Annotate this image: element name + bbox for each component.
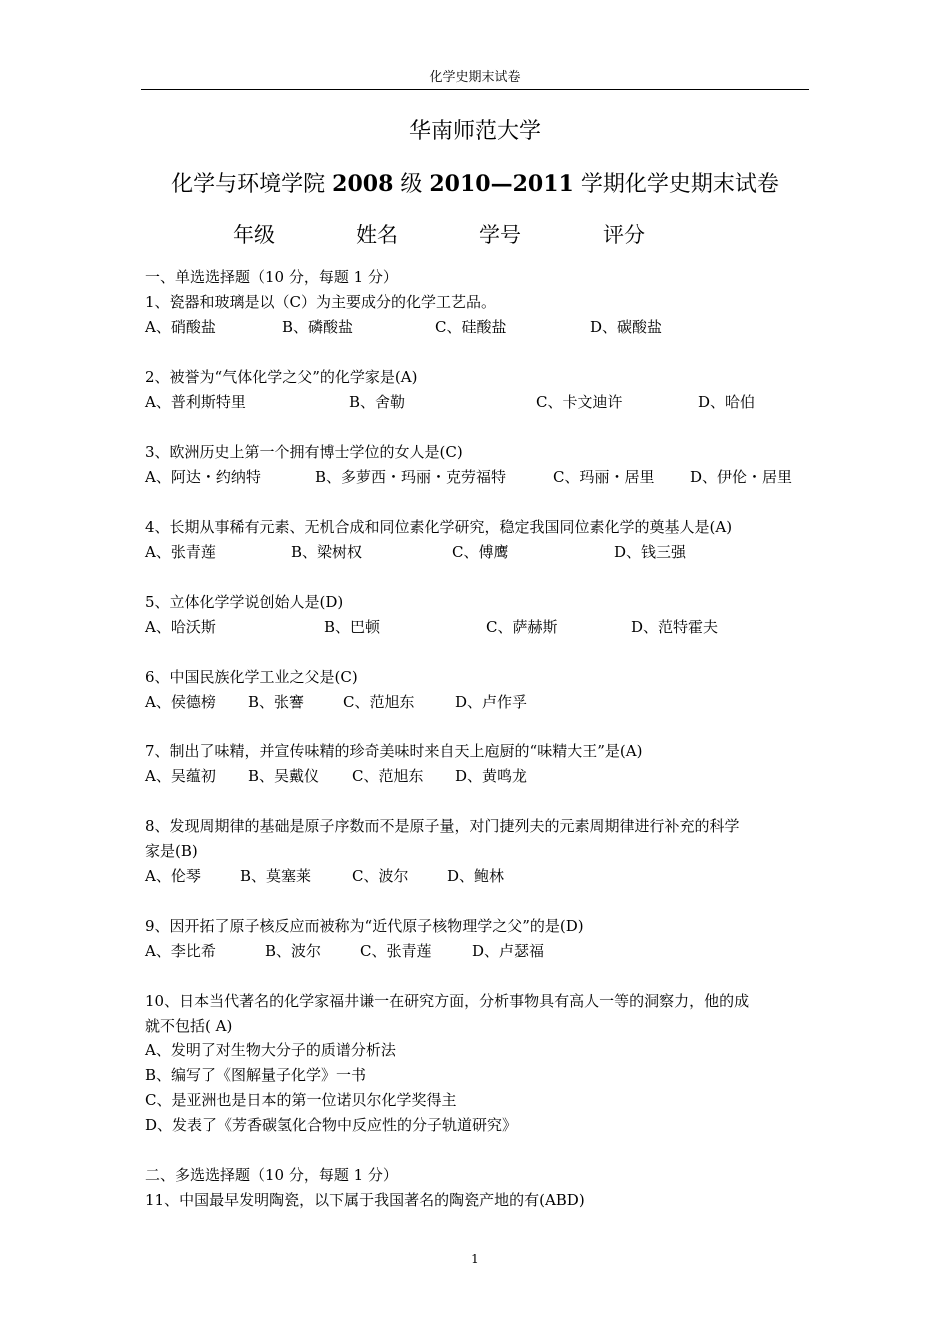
question-4: 4、长期从事稀有元素、无机合成和同位素化学研究，稳定我国同位素化学的奠基人是(A) — [145, 518, 733, 536]
q6-option-b: B、张謇 — [248, 693, 305, 711]
q9-option-d: D、卢瑟福 — [472, 942, 545, 960]
q5-option-b: B、巴顿 — [324, 618, 381, 636]
q7-option-d: D、黄鸣龙 — [455, 767, 528, 785]
q5-option-d: D、范特霍夫 — [631, 618, 719, 636]
q3-option-a: A、阿达・约纳特 — [145, 468, 261, 486]
q8-option-b: B、莫塞莱 — [240, 867, 312, 885]
section2-heading: 二、多选选择题（10 分，每题 1 分） — [145, 1166, 398, 1184]
question-1: 1、瓷器和玻璃是以（C）为主要成分的化学工艺品。 — [145, 293, 497, 311]
q3-option-b: B、多萝西・玛丽・克劳福特 — [315, 468, 507, 486]
q1-option-d: D、碳酸盐 — [590, 318, 663, 336]
q7-option-a: A、吴蕴初 — [145, 767, 216, 785]
exam-title-term: 2010—2011 — [429, 171, 574, 197]
exam-title-part3: 学期化学史期末试卷 — [573, 172, 779, 197]
exam-title-part1: 化学与环境学院 — [171, 172, 333, 197]
q10-option-d: D、发表了《芳香碳氢化合物中反应性的分子轨道研究》 — [145, 1116, 518, 1134]
q9-option-c: C、张青莲 — [360, 942, 432, 960]
exam-title — [0, 169, 950, 200]
q10-option-a: A、发明了对生物大分子的质谱分析法 — [145, 1041, 396, 1059]
question-3: 3、欧洲历史上第一个拥有博士学位的女人是(C) — [145, 443, 463, 461]
question-8-line2: 家是(B) — [145, 842, 198, 860]
question-7: 7、制出了味精，并宣传味精的珍奇美味时来自天上庖厨的“味精大王”是(A) — [145, 742, 643, 760]
field-grade: 年级 — [233, 223, 275, 247]
field-score: 评分 — [603, 223, 645, 247]
page-number: 1 — [471, 1252, 479, 1266]
q1-option-b: B、磷酸盐 — [282, 318, 354, 336]
university-name: 华南师范大学 — [408, 119, 541, 144]
field-student-id: 学号 — [479, 223, 521, 247]
question-10-line1: 10、日本当代著名的化学家福井谦一在研究方面，分析事物具有高人一等的洞察力，他的成 — [145, 992, 750, 1010]
question-11: 11、中国最早发明陶瓷，以下属于我国著名的陶瓷产地的有(ABD) — [145, 1191, 585, 1209]
q1-option-a: A、硝酸盐 — [145, 318, 216, 336]
q8-option-d: D、鲍林 — [447, 867, 505, 885]
header-rule — [141, 89, 809, 90]
q8-option-a: A、伦琴 — [145, 867, 201, 885]
exam-title-year-level: 2008 — [332, 171, 394, 197]
q4-option-c: C、傅鹰 — [452, 543, 509, 561]
q4-option-b: B、梁树权 — [291, 543, 363, 561]
question-2: 2、被誉为“气体化学之父”的化学家是(A) — [145, 368, 418, 386]
q10-option-b: B、编写了《图解量子化学》一书 — [145, 1066, 367, 1084]
running-header: 化学史期末试卷 — [429, 70, 521, 85]
q2-option-a: A、普利斯特里 — [145, 393, 246, 411]
question-10-line2: 就不包括( A) — [145, 1017, 233, 1035]
q6-option-c: C、范旭东 — [343, 693, 415, 711]
q3-option-d: D、伊伦・居里 — [690, 468, 793, 486]
q5-option-a: A、哈沃斯 — [145, 618, 216, 636]
question-6: 6、中国民族化学工业之父是(C) — [145, 668, 358, 686]
q1-option-c: C、硅酸盐 — [435, 318, 507, 336]
q5-option-c: C、萨赫斯 — [486, 618, 558, 636]
q6-option-d: D、卢作孚 — [455, 693, 528, 711]
question-8-line1: 8、发现周期律的基础是原子序数而不是原子量，对门捷列夫的元素周期律进行补充的科学 — [145, 817, 740, 835]
q2-option-c: C、卡文迪许 — [536, 393, 623, 411]
q8-option-c: C、波尔 — [352, 867, 409, 885]
exam-title-part2: 级 — [393, 172, 430, 197]
q9-option-b: B、波尔 — [265, 942, 322, 960]
q2-option-d: D、哈伯 — [698, 393, 756, 411]
field-name: 姓名 — [356, 223, 398, 247]
q7-option-c: C、范旭东 — [352, 767, 424, 785]
q9-option-a: A、李比希 — [145, 942, 216, 960]
q3-option-c: C、玛丽・居里 — [553, 468, 655, 486]
q4-option-d: D、钱三强 — [614, 543, 687, 561]
q4-option-a: A、张青莲 — [145, 543, 216, 561]
question-9: 9、因开拓了原子核反应而被称为“近代原子核物理学之父”的是(D) — [145, 917, 584, 935]
q7-option-b: B、吴戴仪 — [248, 767, 320, 785]
q2-option-b: B、舍勒 — [349, 393, 406, 411]
question-5: 5、立体化学学说创始人是(D) — [145, 593, 344, 611]
q10-option-c: C、是亚洲也是日本的第一位诺贝尔化学奖得主 — [145, 1091, 457, 1109]
q6-option-a: A、侯德榜 — [145, 693, 216, 711]
section1-heading: 一、单选选择题（10 分，每题 1 分） — [145, 268, 398, 286]
